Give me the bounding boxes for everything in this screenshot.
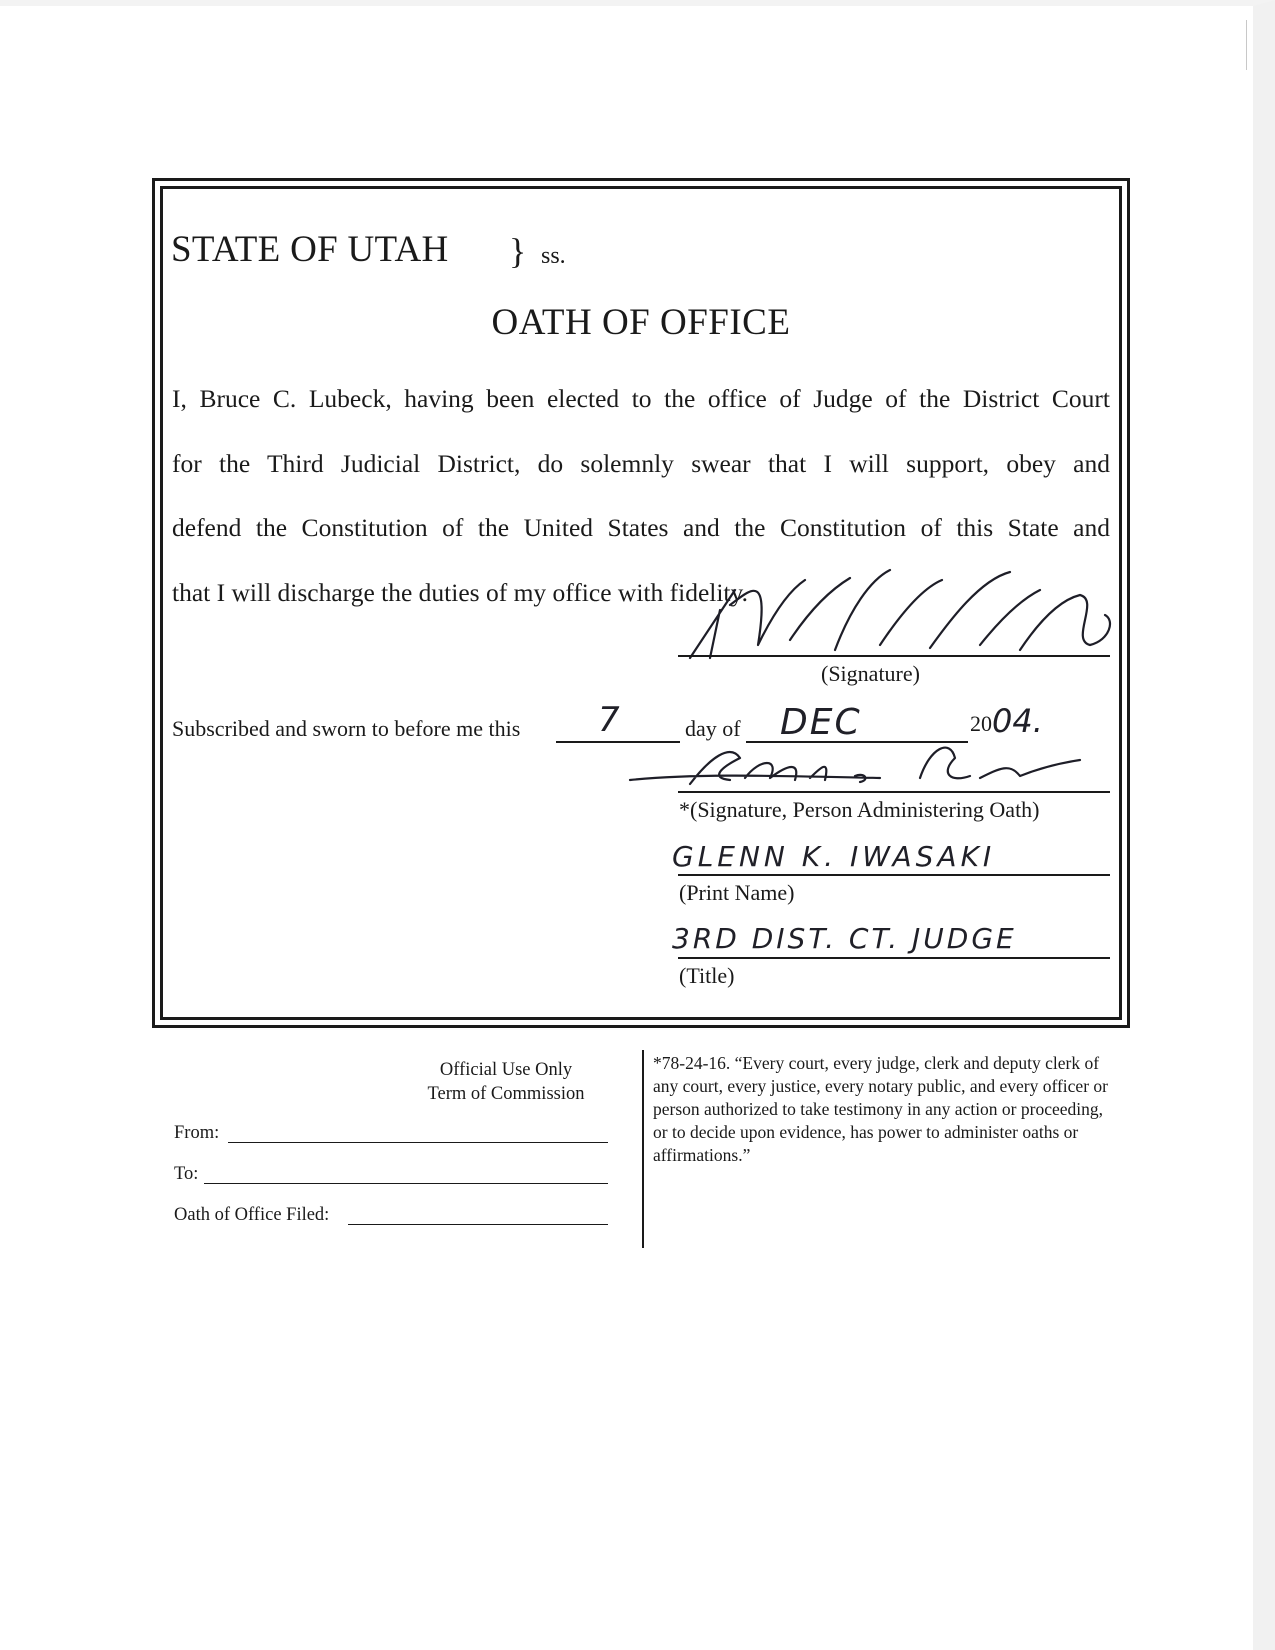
brace-symbol: } [509,231,527,271]
ss-abbreviation: ss. [541,243,566,269]
state-heading: STATE OF UTAH [171,229,449,270]
administrator-signature-line [678,791,1110,793]
print-name-label: (Print Name) [679,880,795,905]
statute-footnote: *78-24-16. “Every court, every judge, clerk and deputy clerk of any court, every justice, every notary public, and every officer or person authorized to take testimony in any action or proceeding, or to decide upon evidence, has power to administer oaths or affirmations.” [653,1053,1108,1165]
document-title: OATH OF OFFICE [491,302,791,343]
title-value: 3RD DIST. CT. JUDGE [672,922,1017,955]
print-name-line [678,874,1110,876]
oath-line-1: I, Bruce C. Lubeck, having been elected to the office of Judge of the District Court [172,384,1110,413]
to-label: To: [174,1164,199,1184]
oath-line-2: for the Third Judicial District, do solemnly swear that I will support, obey and [172,448,1110,478]
signature-label: (Signature) [821,661,920,686]
from-field-line[interactable] [228,1142,608,1143]
oath-line-4: that I will discharge the duties of my office with fidelity. [172,577,748,607]
oath-taker-signature [680,550,1120,670]
administrator-signature-label: *(Signature, Person Administering Oath) [679,797,1040,822]
signature-line [678,655,1110,657]
term-of-commission-heading: Term of Commission [427,1084,585,1104]
year-value: 04. [992,702,1043,740]
oath-line-3: defend the Constitution of the United States and the Constitution of this State and [172,513,1110,542]
day-value: 7 [598,700,620,740]
footer-divider [642,1050,644,1248]
administrator-signature [620,728,1100,798]
from-label: From: [174,1123,220,1143]
year-prefix: 20 [970,711,992,736]
oath-filed-field-line[interactable] [348,1224,608,1225]
title-line [678,957,1110,959]
subscribed-label: Subscribed and sworn to before me this [172,716,521,741]
print-name-value: GLENN K. IWASAKI [672,840,996,873]
oath-filed-label: Oath of Office Filed: [174,1205,330,1225]
page-edge-mark [1246,20,1247,70]
to-field-line[interactable] [204,1183,608,1184]
day-of-label: day of [685,716,741,741]
title-label: (Title) [679,963,735,988]
month-value: DEC [780,702,862,743]
official-use-heading: Official Use Only [439,1060,573,1080]
